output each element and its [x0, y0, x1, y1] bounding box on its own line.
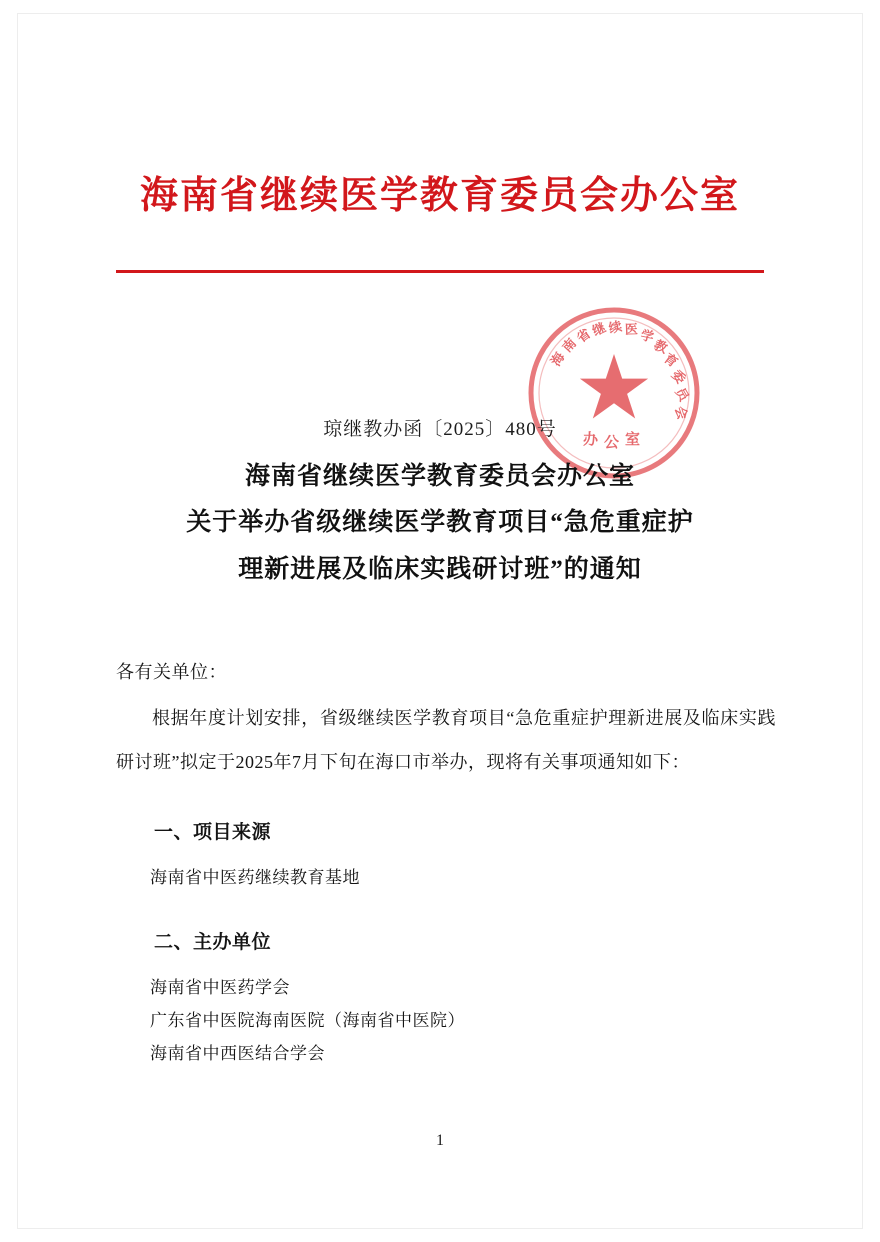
title-line-1: 海南省继续医学教育委员会办公室: [244, 463, 635, 490]
svg-text:会: 会: [672, 404, 691, 422]
section-content-1: [116, 861, 776, 894]
svg-text:委: 委: [668, 366, 689, 387]
section-content-2: [116, 971, 776, 1070]
document-sheet: [18, 14, 862, 1228]
svg-text:续: 续: [607, 318, 624, 336]
svg-text:办: 办: [583, 432, 599, 448]
intro-paragraph: 根据年度计划安排，省级继续医学教育项目“急危重症护理新进展及临床实践研讨班”拟定于2025年7月下旬在海口市举办，现将有关事项通知如下：: [116, 708, 776, 773]
section-heading-2: 二、主办单位: [154, 931, 272, 953]
section-2-line-1: 海南省中医药学会: [150, 977, 290, 997]
title-line-3: 理新进展及临床实践研讨班”的通知: [238, 555, 642, 583]
svg-text:医: 医: [624, 321, 639, 337]
letterhead: [18, 174, 862, 220]
letterhead-divider: [116, 270, 764, 273]
document-body: [116, 650, 776, 1070]
svg-text:南: 南: [559, 335, 580, 356]
letterhead-title: 海南省继续医学教育委员会办公室: [139, 175, 740, 217]
section-1-line-1: 海南省中医药继续教育基地: [150, 867, 360, 887]
document-title: [90, 454, 790, 593]
svg-text:室: 室: [625, 432, 641, 448]
section-heading-1: 一、项目来源: [154, 822, 272, 844]
section-2-line-3: 海南省中西医结合学会: [150, 1043, 325, 1063]
svg-text:继: 继: [589, 319, 609, 339]
title-line-2: 关于举办省级继续医学教育项目“急危重症护: [186, 509, 694, 537]
section-2-line-2: 广东省中医院海南医院（海南省中医院）: [150, 1010, 465, 1030]
svg-text:公: 公: [604, 435, 620, 451]
svg-text:省: 省: [573, 325, 594, 346]
svg-text:海: 海: [547, 349, 568, 369]
page-number: 1: [436, 1132, 444, 1149]
svg-text:育: 育: [661, 350, 681, 371]
svg-text:员: 员: [672, 385, 692, 404]
document-number: 琼继教办函〔2025〕480号: [323, 419, 557, 440]
svg-text:教: 教: [651, 337, 670, 357]
salutation: 各有关单位：: [116, 662, 227, 682]
svg-text:学: 学: [639, 327, 656, 345]
